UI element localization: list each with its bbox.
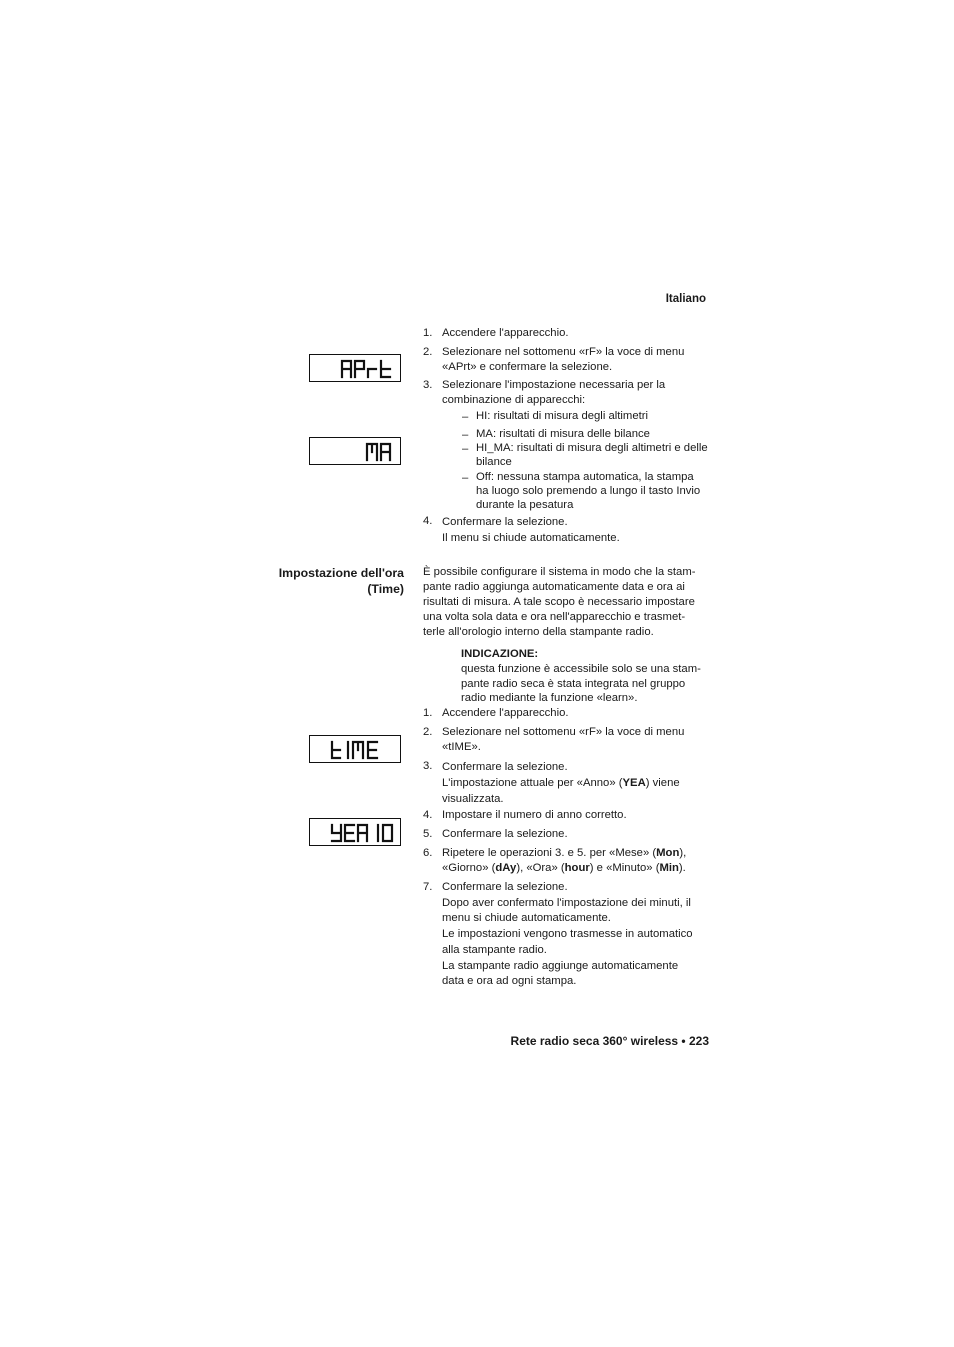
section-title <box>279 565 404 597</box>
list-dash: – <box>462 429 469 441</box>
step-number: 4. <box>423 515 433 527</box>
step-line: menu si chiude automaticamente. <box>442 912 611 925</box>
option-line: durante la pesatura <box>476 499 574 511</box>
note-line: pante radio seca è stata integrata nel gruppo <box>461 677 686 690</box>
bold-code: hour <box>564 862 590 874</box>
step-text <box>442 378 665 408</box>
step-line <box>442 861 686 876</box>
step-line: Le impostazioni vengono trasmesse in automatico <box>442 928 693 941</box>
option-line: MA: risultati di misura delle bilance <box>476 428 650 440</box>
step-line: «APrt» e confermare la selezione. <box>442 361 613 373</box>
paragraph-line: pante radio aggiunga automaticamente data e ora ai <box>423 581 685 593</box>
step-number: 1. <box>423 327 433 339</box>
section-title-line: (Time) <box>367 582 404 596</box>
note-line: questa funzione è accessibile solo se una stam- <box>461 663 701 675</box>
text-run: ), <box>679 847 687 859</box>
page-language-header: Italiano <box>665 293 706 305</box>
text-run: ) e «Minuto» ( <box>589 862 660 874</box>
paragraph-line: risultati di misura. A tale scopo è necessario impostare <box>423 596 695 608</box>
step-number: 2. <box>423 346 433 358</box>
step-line: Selezionare nel sottomenu «rF» la voce di menu <box>442 726 685 738</box>
option-text <box>476 470 700 512</box>
step-number: 4. <box>423 809 433 821</box>
step-line: Confermare la selezione. <box>442 881 568 893</box>
step-line: alla stampante radio. <box>442 943 547 956</box>
intro-paragraph <box>423 565 696 640</box>
step-number: 2. <box>423 726 433 738</box>
lcd-glyphs-ma <box>310 438 402 466</box>
option-text <box>476 441 708 469</box>
option-line: HI: risultati di misura degli altimetri <box>476 410 649 422</box>
step-line: Dopo aver confermato l'impostazione dei minuti, il <box>442 896 691 909</box>
lcd-display-time <box>309 735 401 763</box>
text-run: ). <box>678 862 686 874</box>
option-line: Off: nessuna stampa automatica, la stampa <box>476 471 694 483</box>
list-dash: – <box>462 472 469 484</box>
step-number: 7. <box>423 881 433 893</box>
text-run: ), «Ora» ( <box>516 862 565 874</box>
step-text: Accendere l'apparecchio. <box>442 327 569 339</box>
step-line: Confermare la selezione. <box>442 516 568 528</box>
note-title: INDICAZIONE: <box>461 648 539 660</box>
lcd-glyphs-time <box>310 736 402 764</box>
step-line: Selezionare nel sottomenu «rF» la voce di menu <box>442 346 685 358</box>
bold-code: Mon <box>656 847 680 859</box>
bold-code: dAy <box>495 862 517 874</box>
step-number: 5. <box>423 828 433 840</box>
text-run: ) viene <box>645 777 680 789</box>
step-line: Confermare la selezione. <box>442 761 568 773</box>
bold-code: YEA <box>622 777 646 789</box>
text-run: «Giorno» ( <box>442 862 496 874</box>
note-text <box>461 662 701 706</box>
step-text <box>442 846 686 876</box>
step-text: Impostare il numero di anno corretto. <box>442 809 627 821</box>
step-number: 6. <box>423 847 433 859</box>
step-line: La stampante radio aggiunge automaticamente <box>442 959 679 972</box>
step-text <box>442 759 680 807</box>
bold-code: Min <box>659 862 679 874</box>
step-line: Il menu si chiude automaticamente. <box>442 532 620 544</box>
step-text <box>442 345 684 375</box>
lcd-display-ma <box>309 437 401 465</box>
step-line: «tIME». <box>442 741 481 753</box>
paragraph-line: terle all'orologio interno della stampante radio. <box>423 626 654 638</box>
step-number: 3. <box>423 379 433 391</box>
section-title-line: Impostazione dell'ora <box>278 566 404 580</box>
step-text <box>442 880 693 990</box>
option-text <box>476 409 648 423</box>
list-dash: – <box>462 443 469 455</box>
step-text <box>442 725 684 755</box>
lcd-glyphs-aprt <box>310 355 402 383</box>
option-text <box>476 427 650 441</box>
lcd-display-year <box>309 818 401 846</box>
step-line: visualizzata. <box>442 793 504 805</box>
step-line: combinazione di apparecchi: <box>442 394 586 406</box>
lcd-glyphs-year <box>310 819 402 847</box>
paragraph-line: una volta sola data e ora nell'apparecchio e trasmet- <box>423 611 686 623</box>
paragraph-line: È possibile configurare il sistema in modo che la stam- <box>423 566 696 578</box>
step-line: data e ora ad ogni stampa. <box>442 975 577 988</box>
option-line: HI_MA: risultati di misura degli altimetri e delle <box>476 442 708 454</box>
list-dash: – <box>462 411 469 423</box>
text-run: L'impostazione attuale per «Anno» ( <box>442 777 623 789</box>
step-line <box>442 775 680 791</box>
option-line: bilance <box>476 456 512 468</box>
step-number: 3. <box>423 760 433 772</box>
lcd-display-aprt <box>309 354 401 382</box>
text-run: Ripetere le operazioni 3. e 5. per «Mese» ( <box>442 847 657 859</box>
note-line: radio mediante la funzione «learn». <box>461 692 638 704</box>
step-text <box>442 514 620 546</box>
option-line: ha luogo solo premendo a lungo il tasto Invio <box>476 485 701 497</box>
step-number: 1. <box>423 707 433 719</box>
page-footer: Rete radio seca 360° wireless • 223 <box>510 1034 709 1048</box>
step-line: Selezionare l'impostazione necessaria per la <box>442 379 666 391</box>
step-text: Confermare la selezione. <box>442 828 568 840</box>
step-line <box>442 846 686 861</box>
step-text: Accendere l'apparecchio. <box>442 707 569 719</box>
